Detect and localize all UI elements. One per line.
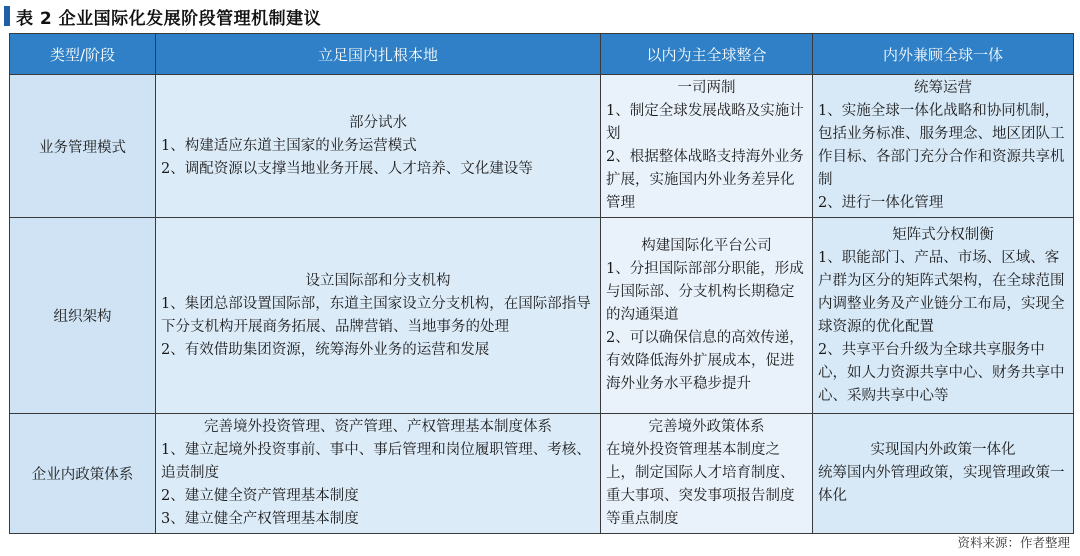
cell-line: 1、制定全球发展战略及实施计划 [606,103,804,142]
header-type-stage: 类型/阶段 [10,34,156,75]
row-label: 组织架构 [10,218,156,414]
table-cell [813,218,1074,414]
table-cell [813,414,1074,534]
row-label: 业务管理模式 [10,75,156,218]
table-cell [156,414,601,534]
table-cell [601,218,813,414]
cell-line: 2、根据整体战略支持海外业务扩展，实施国内外业务差异化管理 [606,149,804,211]
cell-heading: 一司两制 [677,80,736,96]
table-row [10,75,1074,218]
table-cell [156,75,601,218]
table-cell [156,218,601,414]
cell-line: 2、调配资源以支撑当地业务开展、人才培养、文化建设等 [161,160,533,177]
cell-heading: 部分试水 [349,114,407,131]
cell-heading: 完善境外投资管理、资产管理、产权管理基本制度体系 [204,419,552,435]
cell-line: 1、实施全球一体化战略和协同机制，包括业务标准、服务理念、地区团队工作目标、各部门充分合作和资源共享机制 [818,103,1065,188]
cell-line: 统筹国内外管理政策，实现管理政策一体化 [818,465,1065,504]
header-row [10,34,1074,75]
header-stage-2: 以内为主全球整合 [601,34,813,75]
table-caption [4,4,321,28]
cell-line: 1、职能部门、产品、市场、区域、客户群为区分的矩阵式架构，在全球范围内调整业务及产业链分工布局，实现全球资源的优化配置 [818,249,1065,335]
cell-heading: 设立国际部和分支机构 [305,272,451,289]
cell-line: 2、有效借助集团资源，统筹海外业务的运营和发展 [161,341,490,358]
table-cell [601,414,813,534]
table-row [10,414,1074,534]
header-stage-3: 内外兼顾全球一体 [813,34,1074,75]
cell-line: 2、可以确保信息的高效传递，有效降低海外扩展成本，促进海外业务水平稳步提升 [606,330,804,392]
cell-heading: 统筹运营 [914,80,972,96]
caption-marker [4,6,10,26]
cell-heading: 构建国际化平台公司 [641,238,772,254]
cell-line: 1、集团总部设置国际部，东道主国家设立分支机构，在国际部指导下分支机构开展商务拓展、品牌营销、当地事务的处理 [161,295,591,335]
cell-line: 在境外投资管理基本制度之上，制定国际人才培育制度、重大事项、突发事项报告制度等重点制度 [606,442,795,527]
header-stage-1: 立足国内扎根本地 [156,34,601,75]
cell-line: 2、共享平台升级为全球共享服务中心，如人力资源共享中心、财务共享中心、采购共享中心等 [818,341,1065,404]
table-cell [813,75,1074,218]
cell-heading: 完善境外政策体系 [648,419,765,435]
management-mechanism-table [9,33,1074,534]
cell-line: 1、建立起境外投资事前、事中、事后管理和岗位履职管理、考核、追责制度 [161,442,591,481]
cell-heading: 实现国内外政策一体化 [870,442,1016,458]
source-note: 资料来源：作者整理 [957,535,1070,550]
cell-line: 3、建立健全产权管理基本制度 [161,511,359,527]
table-title: 表 2 企业国际化发展阶段管理机制建议 [16,8,322,29]
cell-line: 1、分担国际部部分职能，形成与国际部、分支机构长期稳定的沟通渠道 [606,261,804,323]
cell-heading: 矩阵式分权制衡 [892,226,994,243]
table-cell [601,75,813,218]
cell-line: 2、建立健全资产管理基本制度 [161,488,359,504]
row-label: 企业内政策体系 [10,414,156,534]
table-row [10,218,1074,414]
cell-line: 1、构建适应东道主国家的业务运营模式 [161,137,417,154]
cell-line: 2、进行一体化管理 [818,195,944,211]
